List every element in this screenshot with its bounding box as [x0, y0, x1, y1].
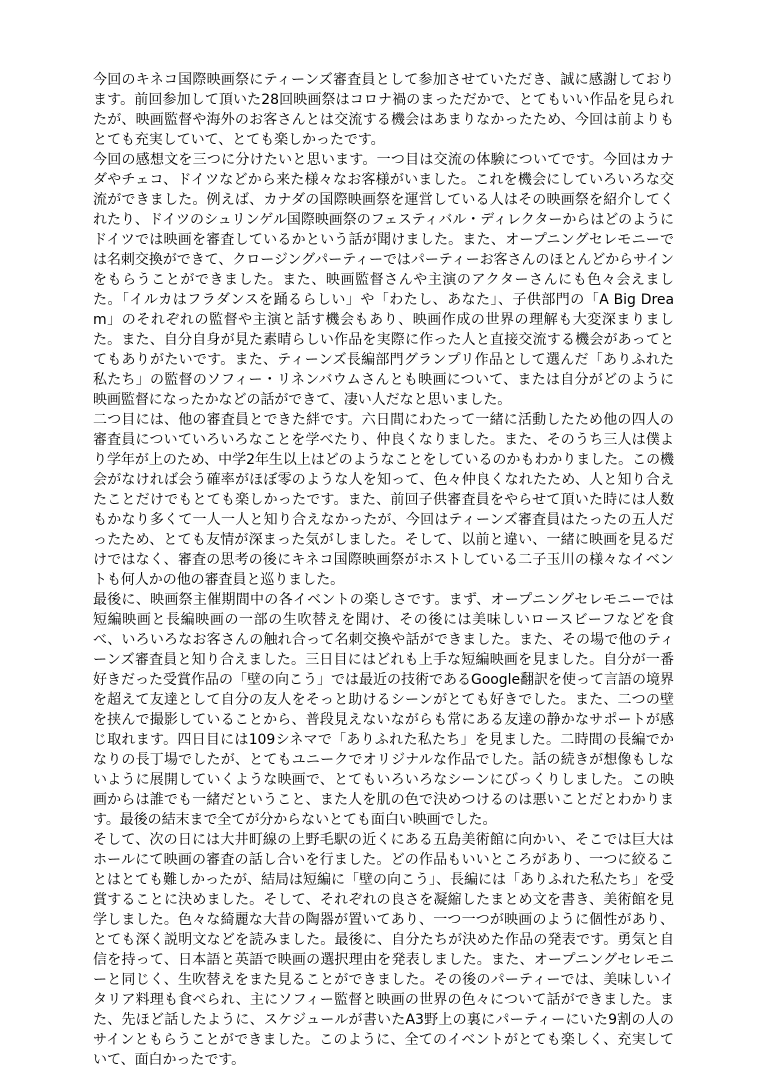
- paragraph-intro: 今回のキネコ国際映画祭にティーンズ審査員として参加させていただき、誠に感謝しております。前回参加して頂いた28回映画祭はコロナ禍のまっただかで、とてもいい作品を見られたが、映画監督や海外のお客さんとは交流する機会はあまりなかったため、今回は前よりもとても充実していて、とても楽しかったです。: [93, 72, 675, 148]
- paragraph-judging: そして、次の日には大井町線の上野毛駅の近くにある五島美術館に向かい、そこでは巨大はホールにて映画の審査の話し合いを行ました。どの作品もいいところがあり、一つに絞ることはとても難しかったが、結局は短編に「壁の向こう」、長編には「ありふれた私たち」を受賞することに決めました。そして、それぞれの良さを凝縮したまとめ文を書き、美術館を見学しました。色々な綺麗な大昔の陶器が置いてあり、一つ一つが映画のように個性があり、とても深く説明文などを読みました。最後に、自分たちが決めた作品の発表です。勇気と自信を持って、日本語と英語で映画の選択理由を発表しました。また、オープニングセレモニーと同じく、生吹替えをまた見ることができました。その後のパーティーでは、美味しいイタリア料理も食べられ、主にソフィー監督と映画の世界の色々について話ができました。また、先ほど話したように、スケジュールが書いたA3野上の裏にパーティーにいた9割の人のサインともらうことができました。このように、全てのイベントがとても楽しく、充実していて、面白かったです。: [93, 832, 674, 1068]
- paragraph-bonds: 二つ目には、他の審査員とできた絆です。六日間にわたって一緒に活動したため他の四人の審査員についていろいろなことを学べたり、仲良くなりました。また、そのうち三人は僕より学年が上のため、中学2年生以上はどのようなことをしているのかもわかりました。この機会がなければ会う確率がほぼ零のような人を知って、色々仲良くなれたため、人と知り合えたことだけでもとても楽しかったです。また、前回子供審査員をやらせて頂いた時には人数もかなり多くて一人一人と知り合えなかったが、今回はティーンズ審査員はたったの五人だったため、とても友情が深まった気がしました。そして、以前と違い、一緒に映画を見るだけではなく、審査の思考の後にキネコ国際映画祭がホストしている二子玉川の様々なイベントも何人かの他の審査員と巡りました。: [93, 412, 674, 588]
- paragraph-exchange: 今回の感想文を三つに分けたいと思います。一つ目は交流の体験についてです。今回はカナダやチェコ、ドイツなどから来た様々なお客様がいました。これを機会にしていろいろな交流ができました。例えば、カナダの国際映画祭を運営している人はその映画祭を紹介してくれたり、ドイツのシュリンゲル国際映画祭のフェスティバル・ディレクターからはどのようにドイツでは映画を審査しているかという話が聞けました。また、オープニングセレモニーでは名刺交換ができて、クロージングパーティーではパーティーお客さんのほとんどからサインをもらうことができました。また、映画監督さんや主演のアクターさんにも色々会えました。「イルカはフラダンスを踊るらしい」や「わたし、あなた」、子供部門の「A Big Dream」のそれぞれの監督や主演と話す機会もあり、映画作成の世界の理解も大変深まりました。また、自分自身が見た素晴らしい作品を実際に作った人と直接交流する機会があってとてもありがたいです。また、ティーンズ長編部門グランプリ作品として選んだ「ありふれた私たち」の監督のソフィー・リネンバウムさんとも映画について、または自分がどのように映画監督になったかなどの話ができて、凄い人だなと思いました。: [93, 152, 674, 408]
- paragraph-events: 最後に、映画祭主催期間中の各イベントの楽しさです。まず、オープニングセレモニーでは短編映画と長編映画の一部の生吹替えを聞け、その後には美味しいロースビーフなどを食べ、いろいろなお客さんの触れ合って名刺交換や話ができました。また、その場で他のティーンズ審査員と知り合えました。三日目にはどれも上手な短編映画を見ました。自分が一番好きだった受賞作品の「壁の向こう」では最近の技術であるGoogle翻訳を使って言語の境界を超えて友達として自分の友人をそっと助けるシーンがとても好きでした。また、二つの壁を挟んで撮影していることから、普段見えないながらも常にある友達の静かなサポートが感じ取れます。四日目には109シネマで「ありふれた私たち」を見ました。二時間の長編でかなりの長丁場でしたが、とてもユニークでオリジナルな作品でした。話の続きが想像もしないように展開していくような映画で、とてもいろいろなシーンにびっくりしました。この映画からは誰でも一緒だということ、また人を肌の色で決めつけるのは悪いことだとわかります。最後の結末まで全てが分からないとても面白い映画でした。: [93, 592, 674, 828]
